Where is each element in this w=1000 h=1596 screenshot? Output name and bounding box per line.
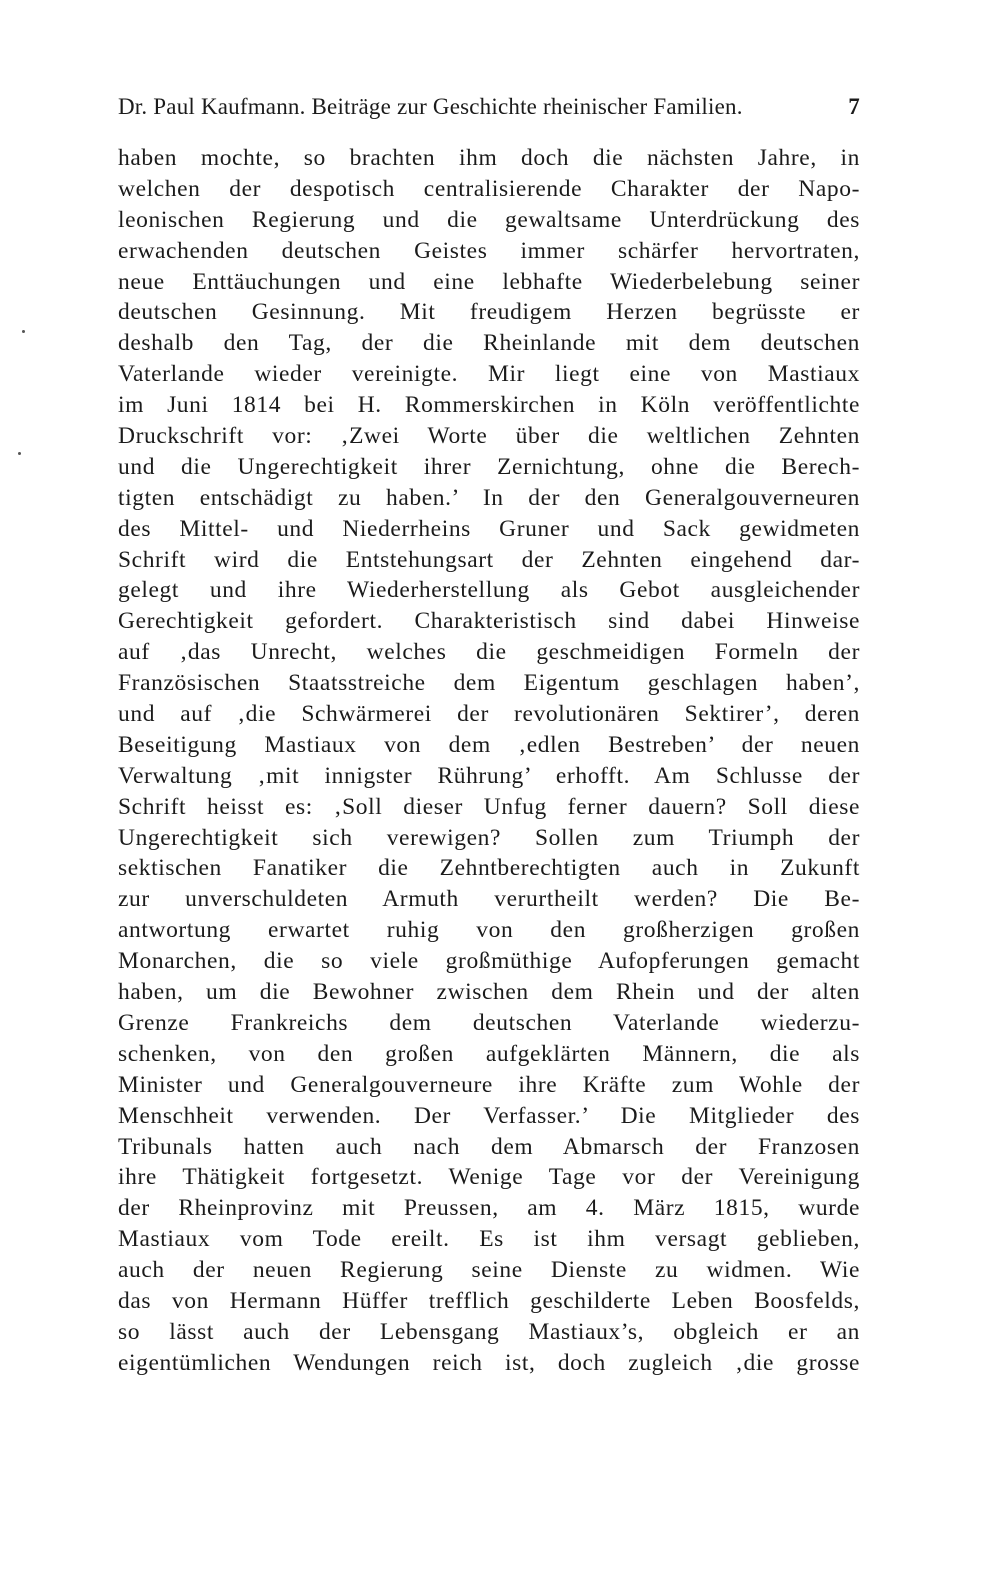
margin-speck <box>18 452 21 455</box>
text-line: Mastiaux vom Tode ereilt. Es ist ihm versagt geblieben, <box>118 1226 860 1253</box>
text-line: Minister und Generalgouverneure ihre Kräfte zum Wohle der <box>118 1071 860 1098</box>
text-line: auf ‚das Unrecht, welches die geschmeidigen Formeln der <box>118 639 860 666</box>
text-line: Schrift wird die Entstehungsart der Zehnten eingehend dar- <box>118 546 860 573</box>
text-line: im Juni 1814 bei H. Rommerskirchen in Köln veröffentlichte <box>118 392 860 419</box>
text-line: Französischen Staatsstreiche dem Eigentum geschlagen haben’, <box>118 670 860 697</box>
text-line: neue Enttäuchungen und eine lebhafte Wiederbelebung seiner <box>118 268 860 295</box>
body-text <box>118 143 860 1379</box>
text-line: Vaterlande wieder vereinigte. Mir liegt eine von Mastiaux <box>118 361 860 388</box>
text-line: sektischen Fanatiker die Zehntberechtigten auch in Zukunft <box>118 855 860 882</box>
text-line: Monarchen, die so viele großmüthige Aufopferungen gemacht <box>118 948 860 975</box>
text-line: Tribunals hatten auch nach dem Abmarsch der Franzosen <box>118 1133 860 1160</box>
text-line: Druckschrift vor: ‚Zwei Worte über die weltlichen Zehnten <box>118 423 860 450</box>
text-line: Verwaltung ‚mit innigster Rührung’ erhofft. Am Schlusse der <box>118 762 860 789</box>
text-line: antwortung erwartet ruhig von den großherzigen großen <box>118 917 860 944</box>
header-title: Dr. Paul Kaufmann. Beiträge zur Geschichte rheinischer Familien. <box>118 94 743 119</box>
text-line: Ungerechtigkeit sich verewigen? Sollen zum Triumph der <box>118 824 860 851</box>
text-line: haben mochte, so brachten ihm doch die nächsten Jahre, in <box>118 145 860 171</box>
text-line: tigten entschädigt zu haben.’ In der den Generalgouverneuren <box>118 484 860 511</box>
text-line: Beseitigung Mastiaux von dem ‚edlen Bestreben’ der neuen <box>118 731 860 758</box>
text-line: Menschheit verwenden. Der Verfasser.’ Die Mitglieder des <box>118 1102 860 1129</box>
text-line: eigentümlichen Wendungen reich ist, doch zugleich ‚die grosse <box>118 1349 860 1376</box>
text-line: ihre Thätigkeit fortgesetzt. Wenige Tage vor der Vereinigung <box>118 1164 860 1191</box>
page-number: 7 <box>848 94 860 119</box>
text-line: leonischen Regierung und die gewaltsame Unterdrückung des <box>118 206 860 233</box>
text-line: deshalb den Tag, der die Rheinlande mit dem deutschen <box>118 330 860 357</box>
text-line: zur unverschuldeten Armuth verurtheilt werden? Die Be- <box>118 886 860 913</box>
margin-speck <box>22 330 25 333</box>
running-header <box>118 94 860 130</box>
text-line: haben, um die Bewohner zwischen dem Rhein und der alten <box>118 979 860 1006</box>
text-line: deutschen Gesinnung. Mit freudigem Herzen begrüsste er <box>118 299 860 326</box>
text-line: Schrift heisst es: ‚Soll dieser Unfug ferner dauern? Soll diese <box>118 793 860 820</box>
text-line: schenken, von den großen aufgeklärten Männern, die als <box>118 1040 860 1067</box>
text-line: das von Hermann Hüffer trefflich geschilderte Leben Boosfelds, <box>118 1287 860 1314</box>
text-line: welchen der despotisch centralisierende Charakter der Napo- <box>118 175 860 202</box>
text-line: auch der neuen Regierung seine Dienste zu widmen. Wie <box>118 1257 860 1284</box>
text-line: der Rheinprovinz mit Preussen, am 4. März 1815, wurde <box>118 1195 860 1222</box>
text-line: des Mittel- und Niederrheins Gruner und Sack gewidmeten <box>118 515 860 542</box>
text-line: Gerechtigkeit gefordert. Charakteristisch sind dabei Hinweise <box>118 608 860 635</box>
text-line: Grenze Frankreichs dem deutschen Vaterlande wiederzu- <box>118 1009 860 1036</box>
text-line: und auf ‚die Schwärmerei der revolutionären Sektirer’, deren <box>118 701 860 728</box>
text-line: und die Ungerechtigkeit ihrer Zernichtung, ohne die Berech- <box>118 453 860 480</box>
text-line: gelegt und ihre Wiederherstellung als Gebot ausgleichender <box>118 577 860 604</box>
text-line: erwachenden deutschen Geistes immer schärfer hervortraten, <box>118 237 860 264</box>
text-line: so lässt auch der Lebensgang Mastiaux’s, obgleich er an <box>118 1318 860 1345</box>
